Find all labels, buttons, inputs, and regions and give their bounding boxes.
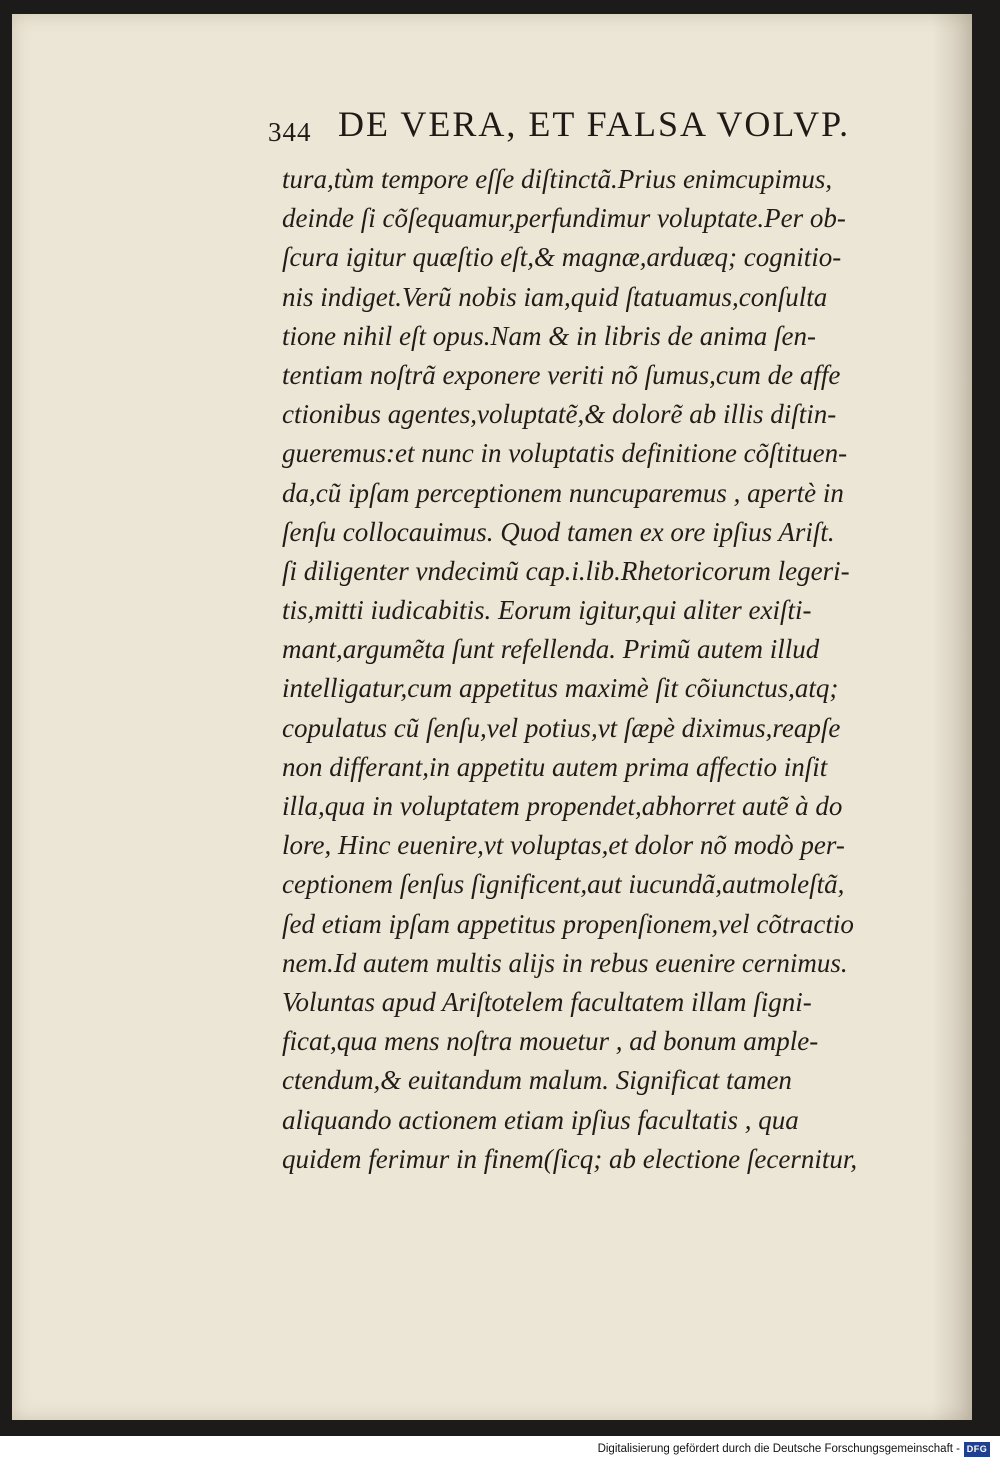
text-line: quidem ferimur in finem(ſicq; ab electione ſecernitur, xyxy=(282,1143,858,1174)
page-number: 344 xyxy=(268,117,312,147)
text-line: aliquando actionem etiam ipſius facultatis , qua xyxy=(282,1104,799,1135)
text-line: tentiam noſtrã exponere veriti nõ ſumus,cum de affe xyxy=(282,359,841,390)
text-line: ceptionem ſenſus ſignificent,aut iucundã,autmoleſtã, xyxy=(282,869,845,900)
text-line: lore, Hinc euenire,vt voluptas,et dolor nõ modò per- xyxy=(282,830,845,861)
text-line: da,cũ ipſam perceptionem nuncuparemus , apertè in xyxy=(282,477,844,508)
text-line: ctionibus agentes,voluptatẽ,& dolorẽ ab illis diſtin- xyxy=(282,399,837,430)
text-line: tura,tùm tempore eſſe diſtinctã.Prius enimcupimus, xyxy=(282,164,833,194)
text-line: mant,argumẽta ſunt refellenda. Primũ autem illud xyxy=(282,634,820,665)
text-line: tis,mitti iudicabitis. Eorum igitur,qui aliter exiſti- xyxy=(282,595,812,626)
page-header xyxy=(268,103,928,147)
body-text xyxy=(282,160,922,1179)
text-line: nis indiget.Verũ nobis iam,quid ſtatuamus,conſulta xyxy=(282,281,828,312)
text-line: non differant,in appetitu autem prima affectio inſit xyxy=(282,751,828,782)
text-line: gueremus:et nunc in voluptatis definitione cõſtituen- xyxy=(282,438,848,469)
text-line: ſenſu collocauimus. Quod tamen ex ore ipſius Ariſt. xyxy=(282,516,835,547)
text-line: ſi diligenter vndecimũ cap.i.lib.Rhetoricorum legeri- xyxy=(282,555,850,586)
footer-bar xyxy=(0,1436,1000,1465)
text-line: Voluntas apud Ariſtotelem facultatem illam ſigni- xyxy=(282,986,812,1017)
text-line: ctendum,& euitandum malum. Significat tamen xyxy=(282,1065,792,1096)
text-line: deinde ſi cõſequamur,perfundimur voluptate.Per ob- xyxy=(282,203,846,234)
funding-credit: Digitalisierung gefördert durch die Deutsche Forschungsgemeinschaft - xyxy=(597,1443,960,1455)
dfg-logo: DFG xyxy=(964,1442,990,1457)
text-line: copulatus cũ ſenſu,vel potius,vt ſæpè diximus,reapſe xyxy=(282,712,841,743)
page-edge-shadow xyxy=(932,14,972,1420)
text-line: tione nihil eſt opus.Nam & in libris de anima ſen- xyxy=(282,320,816,351)
text-line: intelligatur,cum appetitus maximè ſit cõiunctus,atq; xyxy=(282,673,839,704)
text-line: illa,qua in voluptatem propendet,abhorret autẽ à do xyxy=(282,791,843,821)
text-line: ſed etiam ipſam appetitus propenſionem,vel cõtractio xyxy=(282,908,854,939)
text-line: ſcura igitur quæſtio eſt,& magnæ,arduæq; cognitio- xyxy=(282,242,842,273)
text-line: ficat,qua mens noſtra mouetur , ad bonum ample- xyxy=(282,1026,819,1057)
text-line: nem.Id autem multis alijs in rebus euenire cernimus. xyxy=(282,947,848,978)
running-title: DE VERA, ET FALSA VOLVP. xyxy=(338,104,851,144)
